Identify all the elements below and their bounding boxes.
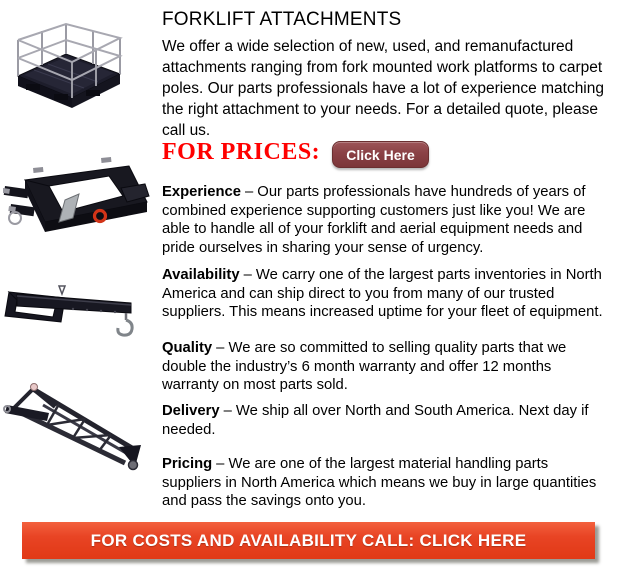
for-prices-label: FOR PRICES:	[162, 139, 321, 165]
section-label: Pricing	[162, 456, 213, 472]
section-body: – We ship all over North and South America. Next day if needed.	[162, 403, 589, 438]
section-pricing	[162, 455, 607, 511]
page-title: FORKLIFT ATTACHMENTS	[162, 9, 402, 30]
section-body: – Our parts professionals have hundreds of years of combined experience supporting customers just like you! We are able to handle all of your forklift and aerial equipment needs and pride ourselves in sharing your sense of urgency.	[162, 184, 586, 256]
prices-row	[162, 139, 607, 171]
section-label: Delivery	[162, 403, 220, 419]
section-availability	[162, 266, 607, 322]
intro-text: We offer a wide selection of new, used, and remanufactured attachments ranging from fork mounted work platforms to carpet poles. Our parts professionals have a lot of experience matching the right attachment to your needs. For a detailed quote, please call us.	[162, 38, 604, 139]
costs-availability-banner[interactable]	[22, 522, 595, 559]
click-here-button[interactable]: Click Here	[332, 141, 429, 168]
truss-boom-image	[3, 377, 151, 472]
section-body: – We are so committed to selling quality parts that we double the industry’s 6 month warranty and offer 12 months warranty on most parts sold.	[162, 340, 567, 393]
section-label: Quality	[162, 340, 213, 356]
section-body: – We are one of the largest material handling parts suppliers in North America which means we buy in large quantities and pass the savings onto you.	[162, 456, 597, 509]
section-label: Experience	[162, 184, 241, 200]
section-delivery	[162, 402, 607, 439]
section-quality	[162, 339, 607, 395]
banner-label: FOR COSTS AND AVAILABILITY CALL: CLICK HERE	[90, 530, 527, 550]
work-platform-image	[8, 18, 130, 116]
section-label: Availability	[162, 267, 240, 283]
jib-boom-image	[3, 274, 141, 340]
section-experience	[162, 183, 607, 257]
section-body: – We carry one of the largest parts inventories in North America and can ship direct to you from many of our trusted suppliers. This means increased uptime for your fleet of equipment.	[162, 267, 603, 320]
fork-mount-frame-image	[3, 150, 151, 245]
